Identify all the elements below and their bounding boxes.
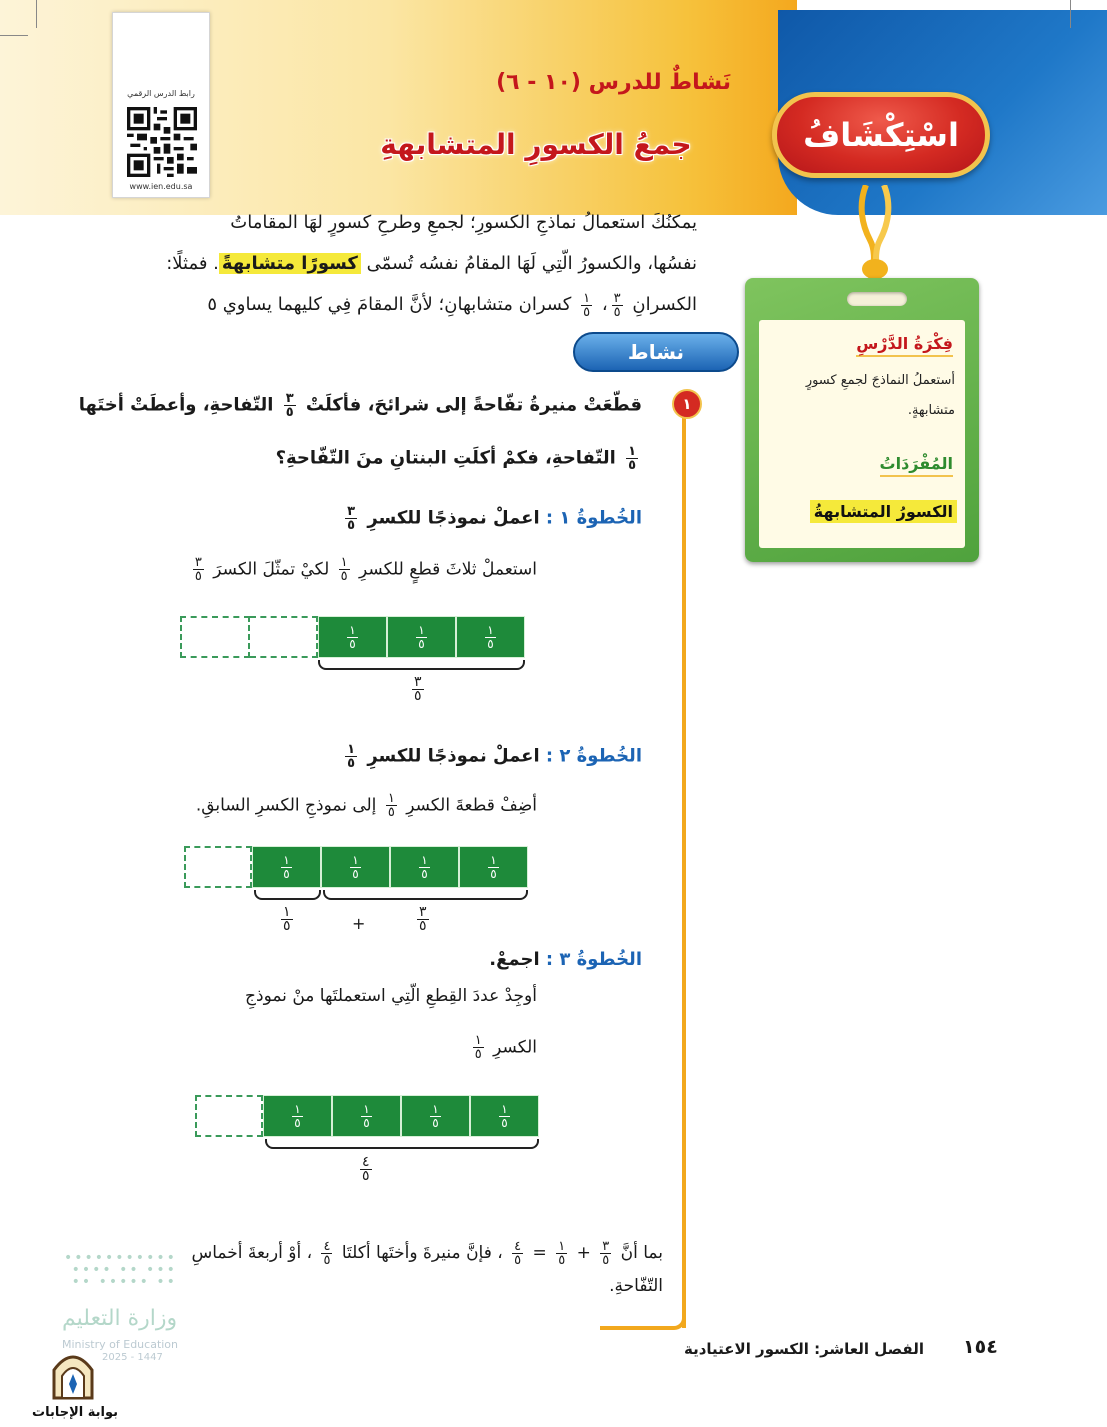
fraction-bar-3 <box>195 1095 539 1137</box>
fraction: $\frac{١}{٥}$ <box>558 1238 566 1268</box>
ministry-year: 2025 - 1447 <box>102 1352 163 1363</box>
lesson-idea-panel <box>759 320 965 548</box>
idea-heading: فِكْرَةُ الدَّرْسِ <box>856 334 953 357</box>
ministry-name-ar: وزارة التعليم <box>62 1306 178 1331</box>
fifth-piece: $\frac{١}{٥}$ <box>321 846 390 888</box>
idea-text: أستعملُ النماذجَ لجمعِ كسورٍ متشابهةٍ. <box>805 373 955 418</box>
empty-piece <box>180 616 250 658</box>
lesson-title: جمعُ الكسورِ المتشابهةِ <box>380 128 692 161</box>
crop-mark <box>1070 0 1071 28</box>
page-number: ١٥٤ <box>963 1336 998 1358</box>
activity-label: نَشاطٌ للدرس (١٠ - ٦) <box>496 70 731 95</box>
problem-line-1: قطّعَتْ منيرةُ تفّاحةً إلى شرائحَ، فأكلَتْ $\frac{٣}{٥}$ التّفاحةِ، وأعطَتْ أختَها <box>78 391 642 420</box>
fifth-piece: $\frac{١}{٥}$ <box>332 1095 401 1137</box>
fraction: $\frac{٣}{٥}$ <box>194 555 202 584</box>
portal-gate-icon <box>50 1350 96 1400</box>
ministry-watermark <box>62 1252 202 1362</box>
fraction: $\frac{١}{٥}$ <box>340 555 348 584</box>
fraction: $\frac{٣}{٥}$ <box>613 290 621 320</box>
plus-sign: + <box>352 914 366 933</box>
qr-code-icon[interactable] <box>127 107 197 177</box>
empty-piece <box>195 1095 263 1137</box>
card-hole <box>847 292 907 306</box>
fraction-bar-2 <box>184 846 528 888</box>
brace <box>318 660 525 670</box>
fifth-piece: $\frac{١}{٥}$ <box>387 616 456 658</box>
intro-line-1: يمكنُكَ استعمالُ نماذجِ الكسورِ؛ لجمعِ وطرحِ كسورٍ لهَا المقاماتُ <box>230 212 697 233</box>
conclusion-line-1: بما أنَّ $\frac{٣}{٥}$ + $\frac{١}{٥}$ = $\frac{٤}{٥}$ ، فإنَّ منيرةَ وأختَها أكلتَا $\frac{٤}{٥}$ ، أوْ أربعةَ أخماسِ <box>191 1238 663 1268</box>
fraction: $\frac{٣}{٥}$ <box>602 1238 610 1268</box>
brace <box>254 890 321 900</box>
fraction: $\frac{١}{٥}$ <box>347 742 356 771</box>
fifth-piece: $\frac{١}{٥}$ <box>390 846 459 888</box>
qr-url[interactable]: www.ien.edu.sa <box>129 182 193 191</box>
fraction: $\frac{١}{٥}$ <box>628 444 636 473</box>
lesson-idea-card <box>745 278 979 562</box>
fifth-piece: $\frac{١}{٥}$ <box>456 616 525 658</box>
fraction: $\frac{٤}{٥}$ <box>514 1238 522 1268</box>
ministry-logo-icon: ••••••••••• ••• •• •••• •• ••••• •• <box>64 1250 177 1290</box>
step-1-heading: الخُطوةُ ١ : اعملْ نموذجًا للكسرِ $\frac{٣}{٥}$ <box>347 504 642 533</box>
empty-piece <box>184 846 252 888</box>
ministry-name-en: Ministry of Education <box>62 1338 179 1351</box>
brace <box>265 1139 539 1149</box>
fraction-bar-1 <box>180 616 525 658</box>
fraction: $\frac{٣}{٥}$ <box>285 391 294 420</box>
explore-label: اسْتِكْشَافُ <box>803 116 959 154</box>
problem-line-2: $\frac{١}{٥}$ التّفاحةِ، فكمْ أكلَتِ البنتانِ منَ التّفّاحةِ؟ <box>275 444 636 473</box>
intro-line-2: نفسُها، والكسورُ الّتِي لَهَا المقامُ نفسُه تُسمّى كسورًا متشابهةً. فمثلًا: <box>166 253 697 274</box>
step-3-heading: الخُطوةُ ٣ : اجمعْ. <box>489 949 642 970</box>
fraction: $\frac{٤}{٥}$ <box>323 1238 331 1268</box>
fraction: $\frac{١}{٥}$ <box>474 1033 482 1062</box>
orange-rule <box>682 400 686 1328</box>
footer-chapter: الفصل العاشر: الكسور الاعتيادية <box>683 1340 924 1358</box>
brace-label: $\frac{٤}{٥}$ <box>362 1154 370 1184</box>
brace-label: $\frac{٣}{٥}$ <box>419 904 427 934</box>
fifth-piece: $\frac{١}{٥}$ <box>252 846 321 888</box>
problem-number-badge: ١ <box>672 389 702 419</box>
brace-label: $\frac{١}{٥}$ <box>283 904 291 934</box>
qr-card[interactable] <box>112 12 210 198</box>
fraction: $\frac{١}{٥}$ <box>387 791 395 820</box>
fifth-piece: $\frac{١}{٥}$ <box>263 1095 332 1137</box>
fifth-piece: $\frac{١}{٥}$ <box>318 616 387 658</box>
explore-badge <box>772 92 990 178</box>
fifth-piece: $\frac{١}{٥}$ <box>401 1095 470 1137</box>
brace-label: $\frac{٣}{٥}$ <box>414 674 422 704</box>
step-1-text: استعملْ ثلاثَ قطعٍ للكسرِ $\frac{١}{٥}$ لكيْ تمثّلَ الكسرَ $\frac{٣}{٥}$ <box>194 555 537 584</box>
orange-rule-corner <box>600 1318 686 1330</box>
empty-piece <box>250 616 318 658</box>
brace <box>323 890 528 900</box>
fraction: $\frac{١}{٥}$ <box>583 290 591 320</box>
intro-line-3: الكسرانِ $\frac{٣}{٥}$ ، $\frac{١}{٥}$ كسران متشابهانِ؛ لأنَّ المقامَ فِي كليهما يساوي ٥ <box>207 290 697 320</box>
crop-mark <box>36 0 37 28</box>
vocab-term: الكسورُ المتشابهةُ <box>810 500 957 523</box>
step-2-text: أضِفْ قطعةَ الكسرِ $\frac{١}{٥}$ إلى نموذجِ الكسرِ السابقِ. <box>195 791 537 820</box>
crop-mark <box>0 35 28 36</box>
fifth-piece: $\frac{١}{٥}$ <box>459 846 528 888</box>
activity-pill: نشاط <box>573 332 739 372</box>
highlight-term: كسورًا متشابهةً <box>219 253 361 274</box>
step-2-heading: الخُطوةُ ٢ : اعملْ نموذجًا للكسرِ $\frac{١}{٥}$ <box>347 742 642 771</box>
fraction: $\frac{٣}{٥}$ <box>347 504 356 533</box>
vocab-heading: المُفْرَدَاتُ <box>880 454 953 477</box>
step-3-text-line-2: الكسرِ $\frac{١}{٥}$ <box>474 1033 537 1062</box>
qr-label: رابط الدرس الرقمي <box>127 89 195 98</box>
fifth-piece: $\frac{١}{٥}$ <box>470 1095 539 1137</box>
portal-label: بوابة الإجابات <box>32 1405 118 1420</box>
step-3-text-line-1: أوجِدْ عددَ القِطعِ الّتِي استعملتَها منْ نموذجِ <box>245 986 537 1006</box>
conclusion-line-2: التّفّاحةِ. <box>609 1276 663 1296</box>
answers-portal-logo[interactable] <box>30 1350 120 1420</box>
